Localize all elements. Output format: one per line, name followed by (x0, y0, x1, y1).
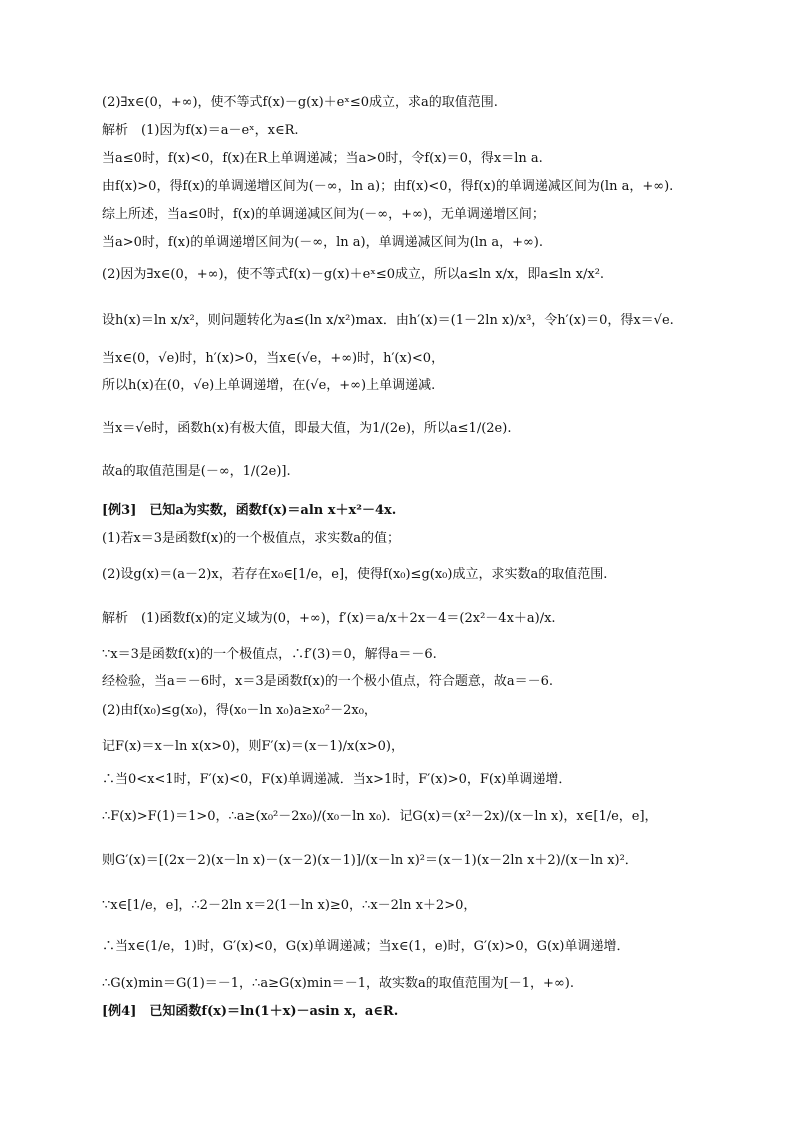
solution-line: 综上所述，当a≤0时，f(x)的单调递减区间为(－∞，+∞)，无单调递增区间； (102, 207, 545, 222)
problem-part-1: (1)若x＝3是函数f(x)的一个极值点，求实数a的值； (102, 531, 401, 546)
solution-line: 所以h(x)在(0，√e)上单调递增，在(√e，+∞)上单调递减. (102, 378, 436, 393)
example-4-heading: [例4] 已知函数f(x)＝ln(1＋x)－asin x，a∈R. (102, 1004, 399, 1019)
solution-line: 由f(x)>0，得f(x)的单调递增区间为(－∞，ln a)；由f(x)<0，得f(x)的单调递减区间为(ln a，+∞). (102, 179, 674, 194)
solution-line: 解析 (1)因为f(x)＝a－eˣ，x∈R. (102, 123, 299, 138)
solution-line: ∵x∈[1/e，e]，∴2－2ln x＝2(1－ln x)≥0，∴x－2ln x＋2>0， (102, 898, 477, 913)
solution-line: 经检验，当a＝－6时，x＝3是函数f(x)的一个极小值点，符合题意，故a＝－6. (102, 674, 554, 689)
solution-line: 当x∈(0，√e)时，h′(x)>0，当x∈(√e，+∞)时，h′(x)<0， (102, 351, 445, 366)
example-3-heading: [例3] 已知a为实数，函数f(x)＝aln x＋x²－4x. (102, 503, 397, 518)
solution-line: 解析 (1)函数f(x)的定义域为(0，+∞)，f′(x)＝a/x＋2x－4＝(2x²－4x＋a)/x. (102, 611, 556, 626)
solution-line: ∴当x∈(1/e，1)时，G′(x)<0，G(x)单调递减；当x∈(1，e)时，G′(x)>0，G(x)单调递增． (102, 939, 630, 954)
solution-line: 当x＝√e时，函数h(x)有极大值，即最大值，为1/(2e)，所以a≤1/(2e). (102, 421, 512, 436)
solution-line: 设h(x)＝ln x/x²，则问题转化为a≤(ln x/x²)max．由h′(x)＝(1－2ln x)/x³，令h′(x)＝0，得x＝√e. (102, 313, 674, 328)
solution-line: 当a≤0时，f(x)<0，f(x)在R上单调递减；当a>0时，令f(x)＝0，得x＝ln a. (102, 151, 543, 166)
solution-line: 记F(x)＝x－ln x(x>0)，则F′(x)＝(x－1)/x(x>0)， (102, 739, 405, 754)
problem-part-2: (2)∃x∈(0，+∞)，使不等式f(x)－g(x)＋eˣ≤0成立，求a的取值范围. (102, 95, 498, 110)
solution-line: ∴G(x)min＝G(1)＝－1，∴a≥G(x)min＝－1，故实数a的取值范围为[－1，+∞). (102, 976, 574, 991)
solution-line: ∴当0<x<1时，F′(x)<0，F(x)单调递减．当x>1时，F′(x)>0，F(x)单调递增． (102, 772, 572, 787)
solution-line: ∴F(x)>F(1)＝1>0，∴a≥(x₀²－2x₀)/(x₀－ln x₀)．记G(x)＝(x²－2x)/(x－ln x)，x∈[1/e，e]， (102, 809, 658, 824)
solution-line: 则G′(x)＝[(2x－2)(x－ln x)－(x－2)(x－1)]/(x－ln x)²＝(x－1)(x－2ln x＋2)/(x－ln x)²． (102, 853, 638, 868)
solution-line: ∵x＝3是函数f(x)的一个极值点，∴f′(3)＝0，解得a＝－6. (102, 647, 437, 662)
solution-line: 当a>0时，f(x)的单调递增区间为(－∞，ln a)，单调递减区间为(ln a，+∞). (102, 235, 543, 250)
solution-line: (2)由f(x₀)≤g(x₀)，得(x₀－ln x₀)a≥x₀²－2x₀， (102, 703, 377, 718)
problem-part-2: (2)设g(x)＝(a－2)x，若存在x₀∈[1/e，e]，使得f(x₀)≤g(x₀)成立，求实数a的取值范围. (102, 567, 608, 582)
solution-line: 故a的取值范围是(－∞，1/(2e)]. (102, 464, 291, 479)
solution-line: (2)因为∃x∈(0，+∞)，使不等式f(x)－g(x)＋eˣ≤0成立，所以a≤ln x/x，即a≤ln x/x². (102, 267, 605, 282)
